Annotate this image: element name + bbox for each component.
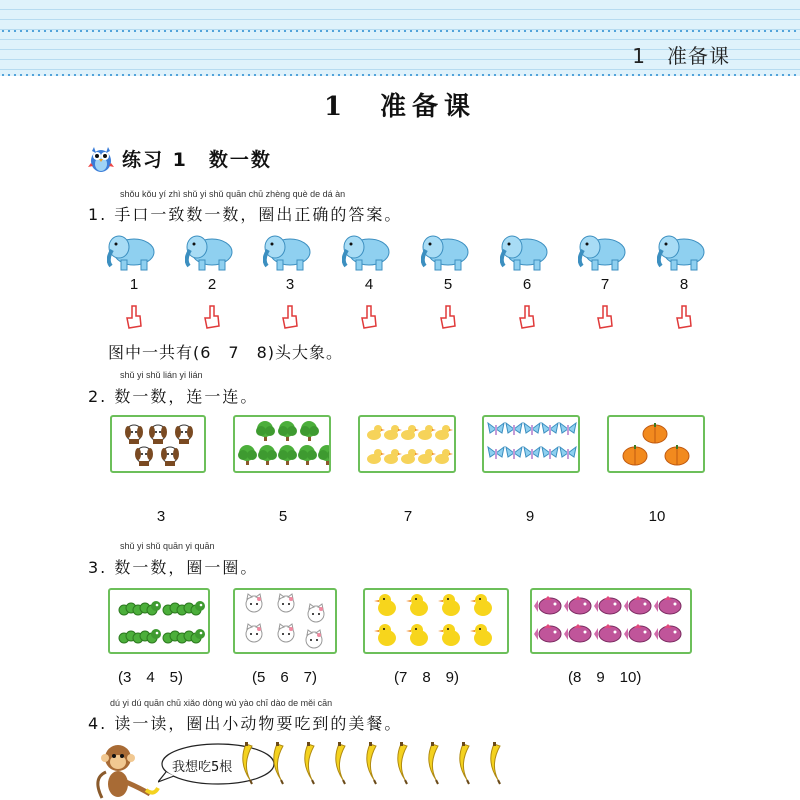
- q4-pinyin: dú yi dú quān chū xiǎo dòng wù yào chī dào de měi cān: [110, 698, 333, 708]
- chick-icon: [365, 590, 507, 652]
- q2-text: 2. 数一数，连一连。: [88, 387, 259, 406]
- duck-icon: [418, 449, 436, 464]
- q1-number-label: 2: [207, 276, 217, 293]
- kitten-picture-box: [233, 588, 337, 654]
- q2-number-label[interactable]: 10: [648, 508, 666, 525]
- duck-icon: [418, 425, 436, 440]
- banana-icon: [243, 742, 252, 784]
- kitten-icon: [246, 624, 262, 642]
- elephant-icon: [578, 232, 632, 272]
- q2-number-label[interactable]: 7: [403, 508, 413, 525]
- fish-icon: [534, 596, 561, 614]
- duck-icon: [360, 417, 454, 471]
- dog-icon: [125, 425, 143, 444]
- fish-icon: [534, 624, 561, 642]
- duck-icon: [384, 425, 402, 440]
- dog-icon: [175, 425, 193, 444]
- elephant-icon: [342, 232, 396, 272]
- fish-icon: [624, 596, 651, 614]
- pumpkin-picture-box[interactable]: [607, 415, 705, 473]
- butterfly-icon: [542, 423, 558, 435]
- duck-icon: [367, 449, 385, 464]
- tree-icon: [298, 445, 317, 465]
- q2-pinyin: shǔ yi shǔ lián yi lián: [120, 370, 203, 380]
- duck-icon: [435, 449, 453, 464]
- pointing-hand-icon: [359, 304, 379, 330]
- chick-icon: [470, 594, 492, 616]
- dog-picture-box[interactable]: [110, 415, 206, 473]
- kitten-icon: [308, 604, 324, 622]
- dog-icon: [135, 447, 153, 466]
- dog-icon: [161, 447, 179, 466]
- banana-icon[interactable]: [236, 740, 516, 790]
- tree-picture-box[interactable]: [233, 415, 331, 473]
- q3-choice-4[interactable]: (8 9 10): [568, 669, 642, 686]
- q3-choice-2[interactable]: (5 6 7): [252, 669, 318, 686]
- fish-icon: [564, 596, 591, 614]
- caterpillar-picture-box: [108, 588, 210, 654]
- butterfly-icon: [524, 423, 540, 435]
- monkey-icon: [88, 738, 168, 800]
- pumpkin-icon: [643, 423, 667, 443]
- q1-number-label: 7: [600, 276, 610, 293]
- elephant-icon: [185, 232, 239, 272]
- pointing-hand-icon: [595, 304, 615, 330]
- chick-picture-box: [363, 588, 509, 654]
- chick-icon: [438, 594, 460, 616]
- speech-text: 我想吃5根: [172, 760, 233, 775]
- banana-icon: [274, 742, 283, 784]
- tree-icon: [258, 445, 277, 465]
- butterfly-icon: [560, 447, 576, 459]
- pumpkin-icon: [623, 445, 647, 465]
- banana-icon: [305, 742, 314, 784]
- q1-number-label: 8: [679, 276, 689, 293]
- fish-icon: [624, 624, 651, 642]
- butterfly-icon: [524, 447, 540, 459]
- banana-icon: [367, 742, 376, 784]
- banana-icon: [398, 742, 407, 784]
- q4-text: 4. 读一读，圈出小动物要吃到的美餐。: [88, 714, 403, 733]
- dog-icon: [149, 425, 167, 444]
- tree-icon: [235, 417, 329, 471]
- header-divider: [0, 30, 800, 32]
- butterfly-icon: [506, 423, 522, 435]
- kitten-icon: [235, 590, 335, 652]
- dog-icon: [112, 417, 204, 471]
- q1-text: 1. 手口一致数一数，圈出正确的答案。: [88, 205, 403, 224]
- section-title: 练习 1 数一数: [122, 148, 272, 171]
- pumpkin-icon: [609, 417, 703, 471]
- fish-picture-box: [530, 588, 692, 654]
- pointing-hand-icon: [438, 304, 458, 330]
- banana-icon: [336, 742, 345, 784]
- kitten-icon: [306, 630, 322, 648]
- chick-icon: [438, 624, 460, 646]
- butterfly-icon: [560, 423, 576, 435]
- duck-icon: [384, 449, 402, 464]
- tree-icon: [278, 421, 297, 441]
- q1-number-label: 3: [285, 276, 295, 293]
- elephant-icon: [107, 232, 161, 272]
- kitten-icon: [278, 594, 294, 612]
- q1-answer[interactable]: 图中一共有(6 7 8)头大象。: [108, 343, 344, 362]
- q1-number-label: 5: [443, 276, 453, 293]
- q3-text: 3. 数一数，圈一圈。: [88, 558, 259, 577]
- fish-icon: [564, 624, 591, 642]
- banana-icon: [491, 742, 500, 784]
- tree-icon: [238, 445, 257, 465]
- banana-icon: [460, 742, 469, 784]
- q3-pinyin: shǔ yi shǔ quān yi quān: [120, 541, 215, 551]
- butterfly-picture-box[interactable]: [482, 415, 580, 473]
- q1-pinyin: shǒu kǒu yí zhì shǔ yi shǔ quān chū zhèng què de dá àn: [120, 189, 346, 199]
- butterfly-icon: [542, 447, 558, 459]
- q2-number-label[interactable]: 9: [525, 508, 535, 525]
- duck-picture-box[interactable]: [358, 415, 456, 473]
- tree-icon: [300, 421, 319, 441]
- tree-icon: [318, 445, 329, 465]
- butterfly-icon: [488, 447, 504, 459]
- tree-icon: [278, 445, 297, 465]
- caterpillar-icon: [119, 601, 161, 615]
- q2-number-label[interactable]: 3: [156, 508, 166, 525]
- tree-icon: [256, 421, 275, 441]
- kitten-icon: [278, 624, 294, 642]
- caterpillar-icon: [119, 629, 161, 643]
- duck-icon: [367, 425, 385, 440]
- pointing-hand-icon: [124, 304, 144, 330]
- q1-number-label: 1: [129, 276, 139, 293]
- caterpillar-icon: [163, 629, 205, 643]
- q2-number-label[interactable]: 5: [278, 508, 288, 525]
- chick-icon: [470, 624, 492, 646]
- elephant-icon: [263, 232, 317, 272]
- q3-choice-1[interactable]: (3 4 5): [118, 669, 184, 686]
- fish-icon: [594, 596, 621, 614]
- q1-number-label: 6: [522, 276, 532, 293]
- q3-choice-3[interactable]: (7 8 9): [394, 669, 460, 686]
- elephant-icon: [657, 232, 711, 272]
- caterpillar-icon: [110, 590, 208, 652]
- elephant-icon: [421, 232, 475, 272]
- header-divider: [0, 74, 800, 76]
- kitten-icon: [246, 594, 262, 612]
- elephant-icon: [500, 232, 554, 272]
- fish-icon: [532, 590, 690, 652]
- chick-icon: [374, 624, 396, 646]
- duck-icon: [401, 425, 419, 440]
- pointing-hand-icon: [280, 304, 300, 330]
- page-title: 1 准备课: [323, 92, 477, 122]
- banana-icon: [429, 742, 438, 784]
- fish-icon: [654, 624, 681, 642]
- chick-icon: [374, 594, 396, 616]
- pumpkin-icon: [665, 445, 689, 465]
- butterfly-icon: [488, 423, 504, 435]
- duck-icon: [401, 449, 419, 464]
- section-heading: [88, 143, 272, 173]
- butterfly-icon: [484, 417, 578, 471]
- pointing-hand-icon: [517, 304, 537, 330]
- fish-icon: [594, 624, 621, 642]
- caterpillar-icon: [163, 601, 205, 615]
- running-title: 1 准备课: [632, 44, 730, 68]
- q1-number-label: 4: [364, 276, 374, 293]
- fish-icon: [654, 596, 681, 614]
- owl-icon: [88, 143, 114, 173]
- chick-icon: [406, 624, 428, 646]
- duck-icon: [435, 425, 453, 440]
- pointing-hand-icon: [674, 304, 694, 330]
- chick-icon: [406, 594, 428, 616]
- butterfly-icon: [506, 447, 522, 459]
- pointing-hand-icon: [202, 304, 222, 330]
